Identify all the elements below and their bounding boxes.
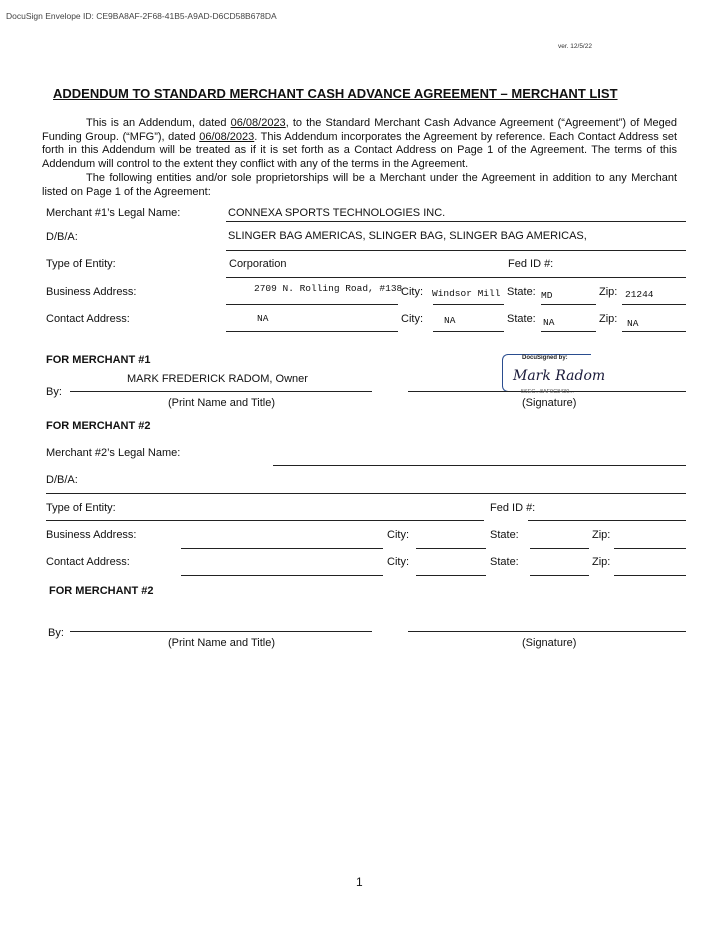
merchant1-by-label: By: <box>46 386 62 398</box>
merchant1-state-value[interactable]: MD <box>541 290 553 301</box>
zip-underline <box>622 304 686 305</box>
page-number: 1 <box>356 875 363 889</box>
merchant1-dba-label: D/B/A: <box>46 231 78 243</box>
merchant2-dba-field[interactable] <box>46 493 686 494</box>
merchant2-contact-state-label: State: <box>490 556 519 568</box>
merchant2-signature-caption: (Signature) <box>522 637 577 649</box>
signature-image[interactable]: Mark Radom <box>513 368 606 384</box>
merchant2-entity-label: Type of Entity: <box>46 502 116 514</box>
merchant1-contact-zip-label: Zip: <box>599 313 618 325</box>
business-address-underline <box>226 304 398 305</box>
merchant2-dba-label: D/B/A: <box>46 474 78 486</box>
merchant1-zip-label: Zip: <box>599 286 618 298</box>
merchant2-contact-zip-label: Zip: <box>592 556 611 568</box>
docusigned-label: DocuSigned by: <box>522 355 568 361</box>
merchant2-print-name-caption: (Print Name and Title) <box>168 637 275 649</box>
merchant2-legal-name-label: Merchant #2’s Legal Name: <box>46 447 181 459</box>
merchant1-zip-value[interactable]: 21244 <box>625 289 654 300</box>
merchant1-contact-state-label: State: <box>507 313 536 325</box>
agreement-date: 06/08/2023 <box>199 130 255 143</box>
merchant2-signature-heading: FOR MERCHANT #2 <box>49 585 154 597</box>
merchant2-contact-state-field[interactable] <box>530 575 589 576</box>
merchant1-contact-state-value[interactable]: NA <box>543 317 555 328</box>
merchant2-city-field[interactable] <box>416 548 486 549</box>
merchant1-business-address-value[interactable]: 2709 N. Rolling Road, #138 <box>254 283 403 294</box>
merchant1-contact-city-label: City: <box>401 313 423 325</box>
merchant2-zip-field[interactable] <box>614 548 686 549</box>
envelope-id: DocuSign Envelope ID: CE9BA8AF-2F68-41B5-A9AD-D6CD58B678DA <box>6 11 277 21</box>
merchant2-state-field[interactable] <box>530 548 589 549</box>
contact-zip-underline <box>622 331 686 332</box>
addendum-date: 06/08/2023 <box>230 117 286 129</box>
merchant1-entity-label: Type of Entity: <box>46 258 116 270</box>
merchant2-fedid-label: Fed ID #: <box>490 502 536 514</box>
merchant2-contact-city-field[interactable] <box>416 575 486 576</box>
dba-underline <box>226 250 686 251</box>
merchant1-contact-address-value[interactable]: NA <box>257 313 269 324</box>
merchant1-state-label: State: <box>507 286 536 298</box>
merchant2-business-address-field[interactable] <box>181 548 383 549</box>
intro-paragraph-2: The following entities and/or sole proprietorships will be a Merchant under the Agreement in addition to any Merchant listed on Page 1 of the Agreement: <box>42 172 677 198</box>
contact-city-underline <box>433 331 504 332</box>
merchant2-zip-label: Zip: <box>592 529 611 541</box>
merchant1-business-address-label: Business Address: <box>46 286 137 298</box>
signature-hash: 5SEC...8AF9C8430... <box>521 389 574 395</box>
legal-name-underline <box>226 221 686 222</box>
merchant2-city-label: City: <box>387 529 409 541</box>
merchant2-print-name-field[interactable] <box>70 631 372 632</box>
merchant2-fedid-field[interactable] <box>528 520 686 521</box>
merchant1-city-label: City: <box>401 286 423 298</box>
merchant2-signature-field[interactable] <box>408 631 686 632</box>
merchant1-city-value[interactable]: Windsor Mill <box>432 288 501 299</box>
merchant2-by-label: By: <box>48 627 64 639</box>
merchant2-contact-zip-field[interactable] <box>614 575 686 576</box>
print-name-caption: (Print Name and Title) <box>168 397 275 409</box>
entity-underline <box>226 277 686 278</box>
contact-address-underline <box>226 331 398 332</box>
page-title: ADDENDUM TO STANDARD MERCHANT CASH ADVANCE AGREEMENT – MERCHANT LIST <box>53 86 618 101</box>
merchant1-contact-zip-value[interactable]: NA <box>627 318 639 329</box>
merchant1-entity-value[interactable]: Corporation <box>229 258 287 270</box>
merchant2-business-address-label: Business Address: <box>46 529 137 541</box>
merchant1-contact-city-value[interactable]: NA <box>444 315 456 326</box>
merchant2-contact-address-label: Contact Address: <box>46 556 130 568</box>
city-underline <box>433 304 504 305</box>
print-name-underline <box>70 391 372 392</box>
merchant1-print-name-value[interactable]: MARK FREDERICK RADOM, Owner <box>127 373 308 385</box>
merchant1-contact-address-label: Contact Address: <box>46 313 130 325</box>
state-underline <box>541 304 596 305</box>
intro-paragraph-1: This is an Addendum, dated 06/08/2023, to the Standard Merchant Cash Advance Agreement (“Agreement”) of Meged Funding Group. (“MFG”), dated 06/08/2023. This Addendum incorporates the Agreement by reference. Each Contact Address set forth in this Addendum will be treated as if it is set forth as a Contact Address on Page 1 of the Agreement. The terms of this Addendum will control to the extent they conflict with any of the terms in the Agreement. <box>42 117 678 170</box>
merchant2-contact-address-field[interactable] <box>181 575 383 576</box>
signature-caption: (Signature) <box>522 397 577 409</box>
merchant1-dba-value[interactable]: SLINGER BAG AMERICAS, SLINGER BAG, SLINGER BAG AMERICAS, <box>228 230 587 242</box>
merchant1-legal-name-value[interactable]: CONNEXA SPORTS TECHNOLOGIES INC. <box>228 207 446 219</box>
contact-state-underline <box>541 331 596 332</box>
merchant1-signature-heading: FOR MERCHANT #1 <box>46 354 151 366</box>
merchant2-contact-city-label: City: <box>387 556 409 568</box>
merchant2-heading: FOR MERCHANT #2 <box>46 420 151 432</box>
version-label: ver. 12/5/22 <box>558 43 592 50</box>
merchant1-fedid-label: Fed ID #: <box>508 258 554 270</box>
merchant2-legal-name-field[interactable] <box>273 465 686 466</box>
merchant2-state-label: State: <box>490 529 519 541</box>
merchant1-legal-name-label: Merchant #1’s Legal Name: <box>46 207 181 219</box>
merchant2-entity-field[interactable] <box>46 520 484 521</box>
